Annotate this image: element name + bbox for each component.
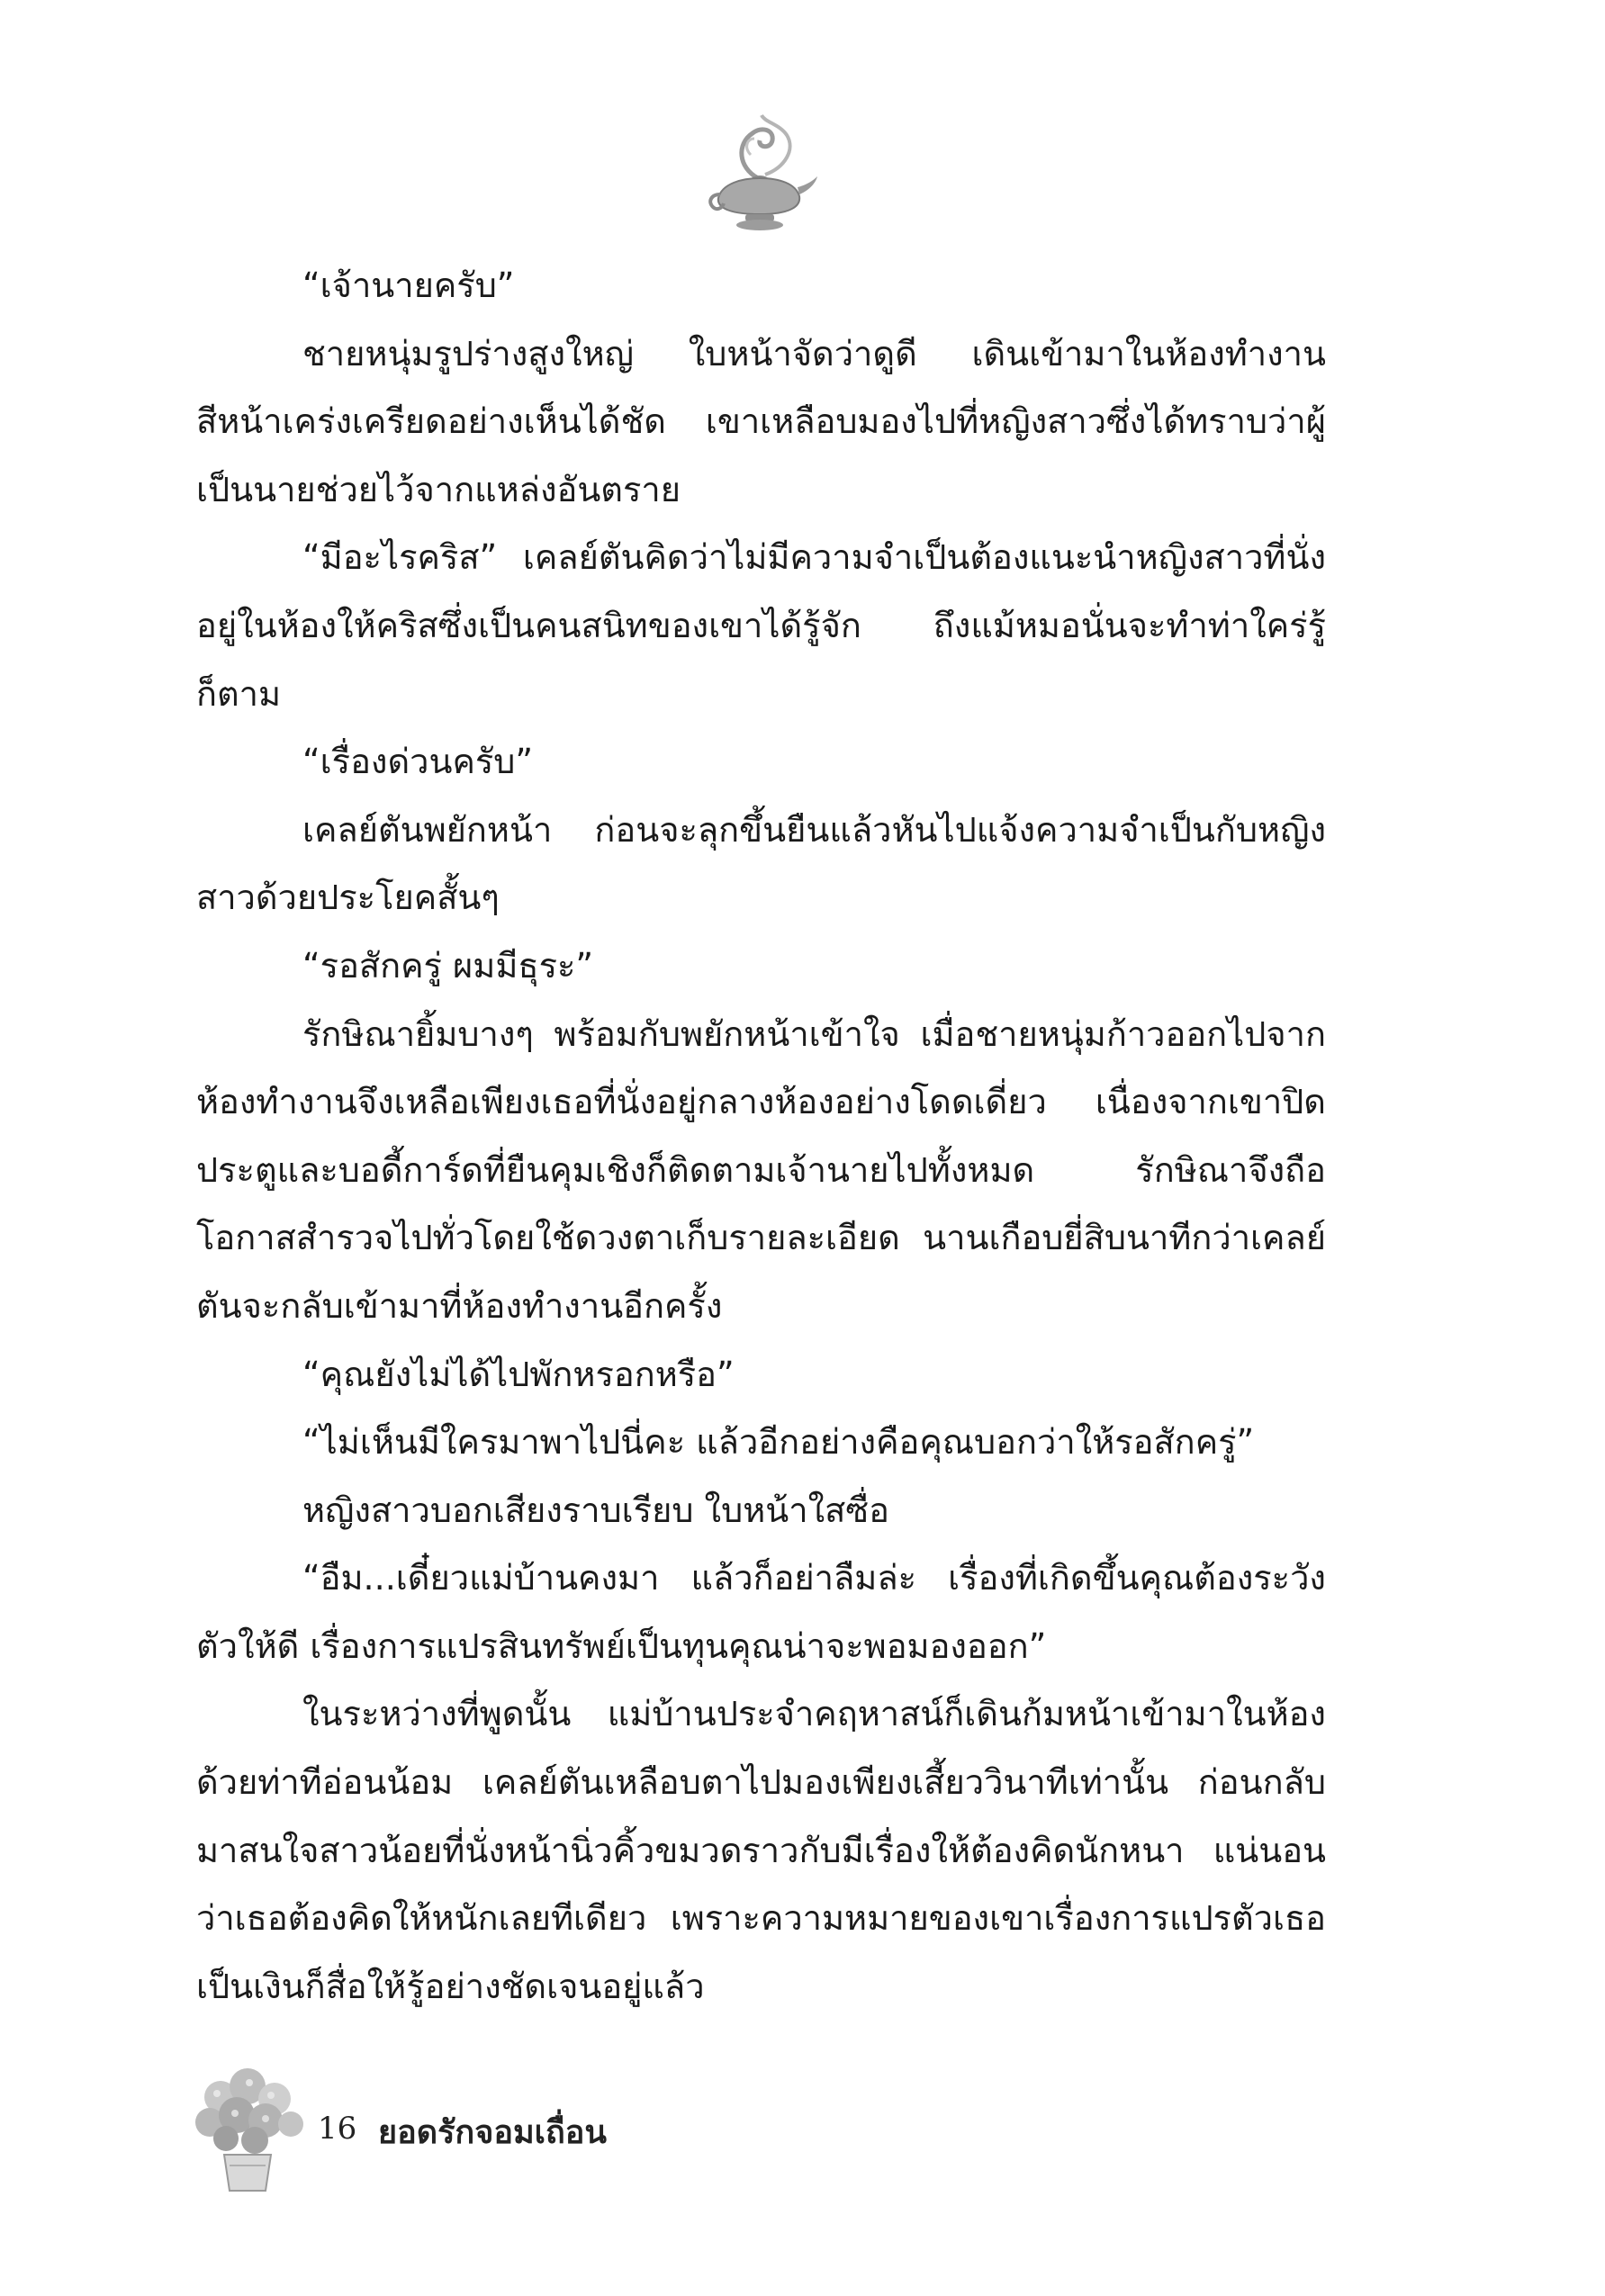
genie-lamp-icon [702, 108, 819, 234]
paragraph: เคลย์ตันพยักหน้า ก่อนจะลุกขึ้นยืนแล้วหันไปแจ้งความจำเป็นกับหญิงสาวด้วยประโยคสั้นๆ [196, 809, 1326, 918]
paragraph: “มีอะไรคริส” เคลย์ตันคิดว่าไม่มีความจำเป็นต้องแนะนำหญิงสาวที่นั่งอยู่ในห้องให้คริสซึ่งเป็นคนสนิทของเขาได้รู้จัก ถึงแม้หมอนั่นจะทำท่าใคร่รู้ก็ตาม [196, 537, 1326, 714]
page-footer [185, 2061, 815, 2196]
paragraph: หญิงสาวบอกเสียงราบเรียบ ใบหน้าใสซื่อ [302, 1490, 889, 1530]
paragraph: รักษิณายิ้มบางๆ พร้อมกับพยักหน้าเข้าใจ เมื่อชายหนุ่มก้าวออกไปจากห้องทำงานจึงเหลือเพียงเธอที่นั่งอยู่กลางห้องอย่างโดดเดี่ยว เนื่องจากเขาปิดประตูและบอดี้การ์ดที่ยืนคุมเชิงก็ติดตามเจ้านายไปทั้งหมด รักษิณาจึงถือโอกาสสำรวจไปทั่วโดยใช้ดวงตาเก็บรายละเอียด นานเกือบยี่สิบนาทีกว่าเคลย์ตันจะกลับเข้ามาที่ห้องทำงานอีกครั้ง [196, 1013, 1326, 1326]
body-text [196, 252, 1326, 2021]
flower-vase-icon [185, 2061, 311, 2196]
paragraph: ในระหว่างที่พูดนั้น แม่บ้านประจำคฤหาสน์ก็เดินก้มหน้าเข้ามาในห้องด้วยท่าทีอ่อนน้อม เคลย์ตันเหลือบตาไปมองเพียงเสี้ยววินาทีเท่านั้น ก่อนกลับมาสนใจสาวน้อยที่นั่งหน้านิ่วคิ้วขมวดราวกับมีเรื่องให้ต้องคิดนักหนา แน่นอนว่าเธอต้องคิดให้หนักเลยทีเดียว เพราะความหมายของเขาเรื่องการแปรตัวเธอเป็นเงินก็สื่อให้รู้อย่างชัดเจนอยู่แล้ว [196, 1694, 1326, 2006]
paragraph: “คุณยังไม่ได้ไปพักหรอกหรือ” [302, 1354, 735, 1394]
paragraph: “เจ้านายครับ” [302, 266, 515, 305]
paragraph: “เรื่องด่วนครับ” [302, 742, 534, 782]
paragraph: “ไม่เห็นมีใครมาพาไปนี่คะ แล้วอีกอย่างคือคุณบอกว่าให้รอสักครู่” [302, 1422, 1255, 1463]
paragraph: “อืม...เดี๋ยวแม่บ้านคงมา แล้วก็อย่าลืมล่ะ เรื่องที่เกิดขึ้นคุณต้องระวังตัวให้ดี เรื่องการแปรสินทรัพย์เป็นทุนคุณน่าจะพอมองออก” [196, 1558, 1326, 1666]
paragraph: ชายหนุ่มรูปร่างสูงใหญ่ ใบหน้าจัดว่าดูดี เดินเข้ามาในห้องทำงาน สีหน้าเคร่งเครียดอย่างเห็นได้ชัด เขาเหลือบมองไปที่หญิงสาวซึ่งได้ทราบว่าผู้เป็นนายช่วยไว้จากแหล่งอันตราย [196, 333, 1326, 509]
book-title: ยอดรักจอมเถื่อน [378, 2114, 608, 2151]
page-number: 16 [318, 2111, 357, 2147]
paragraph: “รอสักครู่ ผมมีธุระ” [302, 945, 594, 986]
